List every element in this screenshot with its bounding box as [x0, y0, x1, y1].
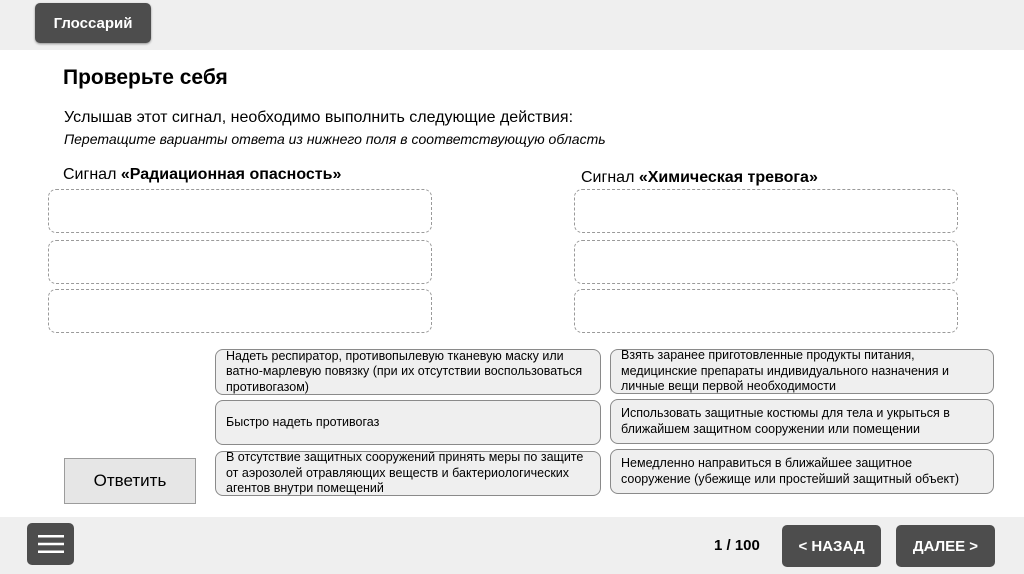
drop-zone-radiation-2[interactable]	[48, 240, 432, 284]
answer-text: Использовать защитные костюмы для тела и укрыться в ближайшем защитном сооружении или помещении	[621, 406, 950, 436]
signal-prefix: Сигнал	[581, 169, 639, 186]
page-title: Проверьте себя	[63, 66, 228, 89]
signal-name-radiation: «Радиационная опасность»	[120, 166, 342, 183]
signal-prefix: Сигнал	[63, 166, 121, 183]
top-bar	[0, 0, 1024, 50]
answer-text: Взять заранее приготовленные продукты питания, медицинские препараты индивидуального назначения и личные вещи первой необходимости	[621, 349, 950, 394]
signal-label-chemical	[581, 169, 818, 187]
page-counter: 1 / 100	[714, 537, 760, 554]
drop-zone-radiation-1[interactable]	[48, 189, 432, 233]
signal-label-radiation	[63, 166, 341, 184]
answer-option[interactable]	[215, 349, 601, 395]
answer-text: В отсутствие защитных сооружений принять меры по защите от аэрозолей отравляющих веществ и бактериологических агентов внутри помещений	[226, 451, 584, 496]
answer-option[interactable]	[610, 449, 994, 494]
glossary-button[interactable]: Глоссарий	[35, 3, 151, 43]
drop-zone-chemical-2[interactable]	[574, 240, 958, 284]
signal-name-chemical: «Химическая тревога»	[638, 169, 818, 186]
instruction-text: Услышав этот сигнал, необходимо выполнить следующие действия:	[64, 109, 574, 126]
drop-zone-chemical-3[interactable]	[574, 289, 958, 333]
menu-button[interactable]	[27, 523, 74, 565]
drop-zone-radiation-3[interactable]	[48, 289, 432, 333]
answer-text: Немедленно направиться в ближайшее защитное сооружение (убежище или простейший защитный объект)	[621, 456, 960, 486]
next-button[interactable]: ДАЛЕЕ >	[896, 525, 995, 567]
hint-text: Перетащите варианты ответа из нижнего поля в соответствующую область	[64, 131, 606, 147]
back-button[interactable]: < НАЗАД	[782, 525, 881, 567]
drop-zone-chemical-1[interactable]	[574, 189, 958, 233]
answer-option[interactable]	[215, 451, 601, 496]
submit-button[interactable]: Ответить	[64, 458, 196, 504]
answer-option[interactable]	[610, 399, 994, 444]
answer-option[interactable]	[215, 400, 601, 445]
answer-option[interactable]	[610, 349, 994, 394]
answer-text: Надеть респиратор, противопылевую тканевую маску или ватно-марлевую повязку (при их отсутствии воспользоваться противогазом)	[226, 349, 583, 394]
answer-text: Быстро надеть противогаз	[226, 414, 380, 429]
hamburger-menu-icon	[37, 533, 65, 555]
